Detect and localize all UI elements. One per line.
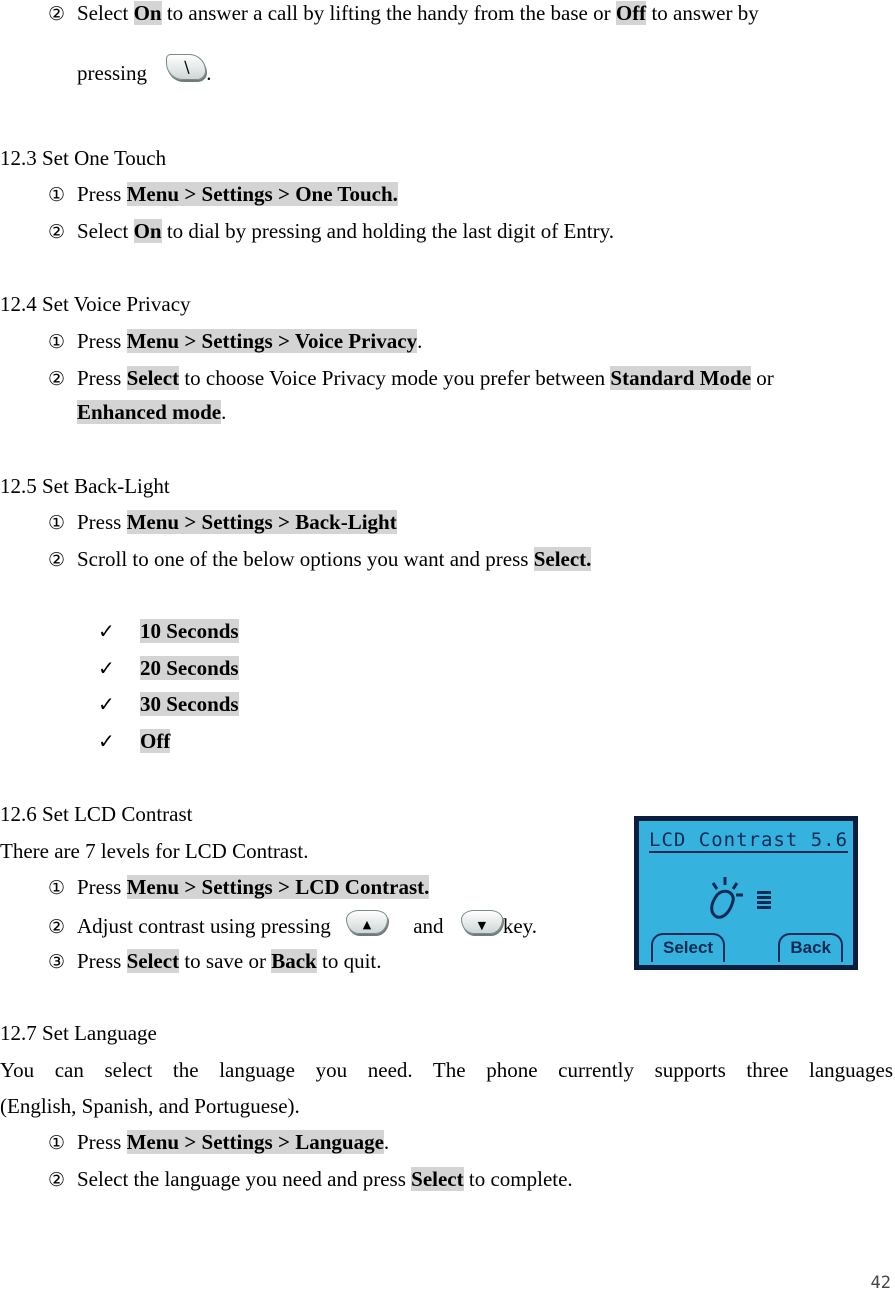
down-key-icon: ▼ [461, 910, 503, 934]
section-12-5-heading: 12.5 Set Back-Light [0, 474, 170, 498]
backlight-option: ✓ Off [98, 729, 171, 753]
contrast-level-bars [757, 891, 771, 911]
menu-path: Menu > Settings > Language [126, 1130, 384, 1154]
s125-item-2: ② Scroll to one of the below options you want and press Select. [48, 547, 592, 571]
check-icon: ✓ [98, 656, 115, 680]
backlight-option: ✓ 30 Seconds [98, 692, 239, 716]
s127-item-2: ② Select the language you need and press Select to complete. [48, 1167, 573, 1191]
backlight-option: ✓ 10 Seconds [98, 619, 239, 643]
menu-path: Menu > Settings > LCD Contrast. [126, 875, 430, 899]
item-2-answer-mode-cont: pressing ∖ . [77, 60, 212, 88]
s127-paragraph-cont: (English, Spanish, and Portuguese). [0, 1094, 300, 1118]
option-off: Off [615, 1, 647, 25]
s126-item-2: ② Adjust contrast using pressing ▲ and ▼ key. [48, 913, 537, 940]
section-12-6-heading: 12.6 Set LCD Contrast [0, 802, 193, 826]
select-key-label: Select [126, 949, 180, 973]
option-on: On [133, 219, 162, 243]
section-12-7-heading: 12.7 Set Language [0, 1021, 157, 1045]
select-key-label: Select. [533, 547, 592, 571]
section-12-3-heading: 12.3 Set One Touch [0, 146, 167, 170]
lcd-contrast-screen [634, 816, 858, 970]
bulb-icon [703, 873, 747, 923]
item-2-answer-mode: ② Select On to answer a call by lifting the handy from the base or Off to answer by [48, 1, 759, 25]
menu-path: Menu > Settings > Back-Light [126, 510, 397, 534]
backlight-option: ✓ 20 Seconds [98, 656, 239, 680]
s124-item-1: ① Press Menu > Settings > Voice Privacy. [48, 329, 423, 353]
up-key-icon: ▲ [346, 910, 388, 934]
s124-item-2-cont: Enhanced mode. [77, 400, 227, 424]
s123-item-2: ② Select On to dial by pressing and holding the last digit of Entry. [48, 219, 614, 243]
item-number: ② [48, 3, 66, 25]
s126-item-1: ① Press Menu > Settings > LCD Contrast. [48, 875, 430, 899]
check-icon: ✓ [98, 619, 115, 643]
page-number: 42 [870, 1273, 891, 1293]
back-key-label: Back [271, 949, 317, 973]
s124-item-2: ② Press Select to choose Voice Privacy mode you prefer between Standard Mode or [48, 366, 774, 390]
lcd-select-softkey: Select [651, 933, 725, 962]
standard-mode: Standard Mode [610, 366, 752, 390]
select-key-label: Select [126, 366, 180, 390]
s127-item-1: ① Press Menu > Settings > Language. [48, 1130, 390, 1154]
s126-intro: There are 7 levels for LCD Contrast. [0, 839, 309, 863]
lcd-title: LCD Contrast 5.6 [649, 829, 849, 851]
check-icon: ✓ [98, 692, 115, 716]
talk-key-icon: ∖ [166, 54, 206, 80]
s123-item-1: ① Press Menu > Settings > One Touch. [48, 182, 398, 206]
section-12-4-heading: 12.4 Set Voice Privacy [0, 292, 191, 316]
s127-paragraph: You can select the language you need. The phone currently supports three languages [0, 1058, 893, 1082]
enhanced-mode: Enhanced mode [77, 400, 222, 424]
lcd-back-softkey: Back [778, 933, 843, 962]
menu-path: Menu > Settings > One Touch. [126, 182, 398, 206]
select-key-label: Select [411, 1167, 464, 1191]
menu-path: Menu > Settings > Voice Privacy [126, 329, 418, 353]
option-on: On [133, 1, 162, 25]
s126-item-3: ③ Press Select to save or Back to quit. [48, 949, 382, 973]
s125-item-1: ① Press Menu > Settings > Back-Light [48, 510, 397, 534]
check-icon: ✓ [98, 729, 115, 753]
